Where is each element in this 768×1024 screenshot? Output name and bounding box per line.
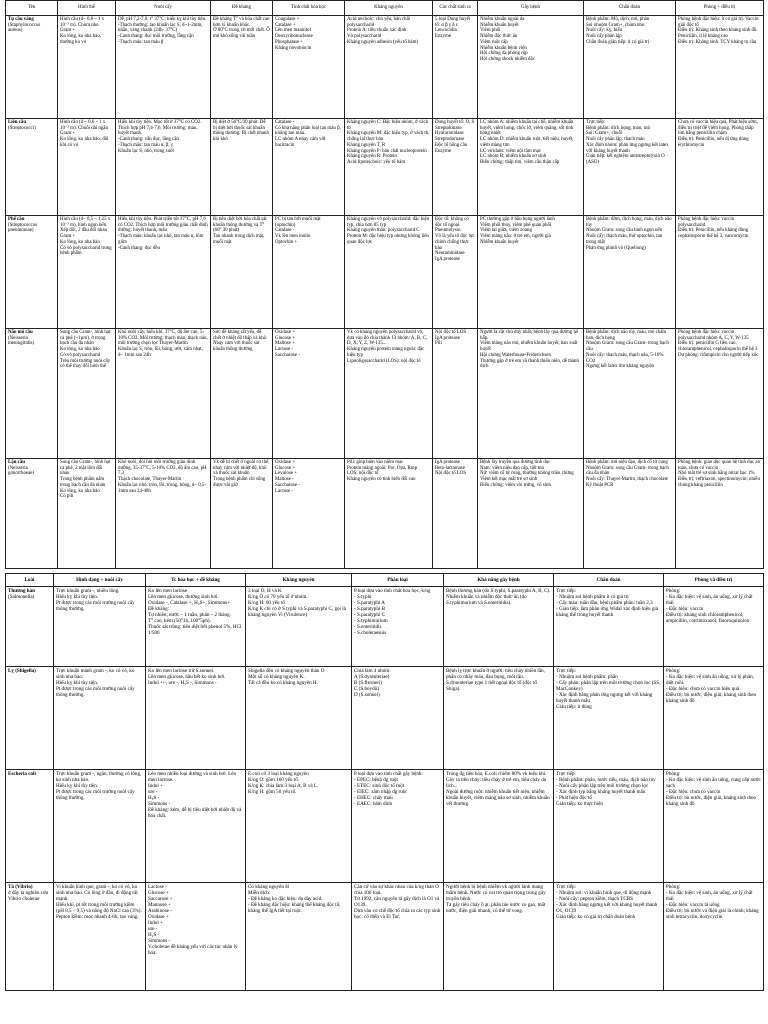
- table-gram-positive-cocci: [5, 0, 764, 569]
- table-row: [6, 459, 764, 569]
- table-cell: 3 loại O, H và K K/ng O có 70 yếu tố ở nhóm. K/ng H: 60 yếu tố K/ng K chỉ có ở S.typhi và S.paratyphi C, gọi là kháng nguyên Vi (Virulence): [246, 587, 352, 667]
- table-row: [6, 667, 764, 770]
- table-row: [6, 883, 764, 991]
- organism-name: Não mô cầu: [8, 330, 33, 335]
- table-cell: IgA protease Beta-lactamase Nội độc tố LOS: [433, 459, 478, 569]
- table-cell: Hình cầu (d~ 0,5 – 1,25 x 10⁻³ m), hình ngọn nến. Xếp đôi, 2 đầu đối nhau Gram + Ko lông, ko nha bào Có vỏ polysaccharid trong bệnh phẩm: [58, 216, 116, 329]
- table-cell: Người bệnh bị bệnh nhiễm vk người lành mang mầm bệnh. Nước có vai trò quan trọng trong gây truyền bệnh. Tả gây tiêu chảy ồ ạt, phân tóe nước vo gạo, mất nước, điện giải nhanh, có thể tử vong.: [444, 883, 554, 991]
- table-cell: Pili: giúp bám vào niêm mạc Protein màng ngoài: Por, Opa, Rmp LOS: nội độc tố Kháng nguyên có tính biến đổi cao: [345, 459, 433, 569]
- organism-name: Thương hàn: [8, 588, 35, 594]
- table-cell: Shigella đều có kháng nguyên thân O Một số có kháng nguyên K. Tất cả đều ko có kháng nguyên H.: [246, 667, 352, 770]
- table-cell: Nhiễm khuẩn ngoài da Nhiễm khuẩn huyết Viêm phổi Nhiễm độc thức ăn Viêm ruột cấp Nhiễm khuẩn bệnh viện Hội chứng da phỏng rộp Hội chứng shock nhiễm độc: [478, 16, 584, 119]
- row-name-cell: [6, 216, 58, 329]
- table-cell: Catalase - Có khả năng phân loại tan máu β, không tan máu. LC nhóm A nhạy cảm với bacitracin: [273, 119, 345, 216]
- organism-latin-name: (Streptococcus pneumoniae): [8, 222, 38, 234]
- table-cell: Bị diệt ở 56°C/30 phút. Dễ bị diệt bởi thuốc sát khuẩn thông thường. Bị chết nhanh khi khô: [211, 119, 273, 216]
- table-cell: Trực khuẩn gram -, nhiều lông. Hiếu kỵ khí tùy tiện. Pt được trong các môi trường nuôi cấy thông thường.: [54, 587, 146, 667]
- organism-latin-name: (Neisseria gonorrhoeae): [8, 465, 35, 477]
- table-cell: P.loại dựa vào tính chất gây bệnh: - EPEC: bệnh đg ruột - ETEC: sinh độc tố ruột - EIEC: xâm nhập đg ruột - EHEC: chảy máu - EAEC: bám dính: [352, 770, 444, 883]
- table-cell: Bệnh phẩm: mủ niệu đạo, dịch cổ tử cung Nhuộm Gram: song cầu Gram- trong bạch cầu đa nhân Nuôi cấy: Thayer-Martin, thạch chocolate Kỹ thuật PCR: [584, 459, 676, 569]
- row-name-cell: [6, 16, 58, 119]
- table2-header-cell: Phòng và điều trị: [664, 574, 764, 587]
- table-cell: 5 loại Dung huyết tố: α β γ δ ε Leucocidin Enzyme: [433, 16, 478, 119]
- table-cell: Vk dễ bị chết ở ngoài cơ thể, nhạy cảm với nhiệt độ, khô và thuốc sát khuẩn Trong bệnh phẩm chỉ sống được vài giờ: [211, 459, 273, 569]
- table-cell: Lactose - Glucose + Saccarose + Mannose + Arabinose - Oxidase + Indol + ure - H₂S - Simmons - V.cholerae đề kháng yếu với các tác nhân lý hóa.: [146, 883, 246, 991]
- table1-header-cell: Hình thể: [58, 1, 116, 16]
- organism-latin-name: ở đây ta nghiên cứu Vibrio cholerae: [8, 890, 49, 902]
- table-cell: Ko lên men lactose Lên men glucose, thường sinh hơi. Oxidase -, Catalase +, H₂S+, Simmons+ Đề kháng: Tự nhiên, nước – 1 tuần, phân – 2 tháng. T° cao, kém (50°1h, 100°5ph). Thuốc sát trùng: tiêu diệt bởi phenol 5%, HCl 1/500: [146, 587, 246, 667]
- table-cell: Trực tiếp: - Nhuộm soi bệnh phẩm: phân - Cấy phân: phân lập trên môi trường chọn lọc (SS, MacConkey) - Xác định bằng phản ứng ngưng kết với kháng huyết thanh mẫu Gián tiếp: ít dùng: [554, 667, 664, 770]
- table-cell: Nội độc tố LOS IgA protease Pili: [433, 329, 478, 459]
- table-cell: Lên men nhiều loại đường và sinh hơi. Lên men lactose. Indol + ure - H₂S - Simmons - Đề kháng: kém, dễ bị tiêu diệt bởi nhiệt độ và hóa chất.: [146, 770, 246, 883]
- table-cell: Có kháng nguyên H Miễn dịch: - Đề kháng ko đặc hiệu: dạ dày acid. - Đề kháng đặc hiệu: kháng thể kháng độc tố, kháng thể IgA tiết tại ruột.: [246, 883, 352, 991]
- row-name-cell: [6, 329, 58, 459]
- table-cell: Acid teichoic: chủ yếu, bản chất polysaccharid Protein A: tiểu chuẩn xác định Vỏ polysaccharid Kháng nguyên adhesin (yếu tố bám): [345, 16, 433, 119]
- table-cell: Khó nuôi, đòi hỏi môi trường giàu dinh dưỡng, 35-37°C, 5-10% CO2, độ ẩm cao, pH 7,3 Thạch chocolate, Thayer-Martin Khuẩn lạc nhỏ, tròn, lồi, trong, bóng, d~ 0,5-1mm sau 24-48h: [116, 459, 211, 569]
- table1-header-cell: Tên: [6, 1, 58, 16]
- table-row: [6, 16, 764, 119]
- organism-name: Lậu cầu: [8, 460, 25, 465]
- table-cell: Độc tố: không có độc tố ngoại. Pneumolysin Vỏ là yếu tố độc lực chính chống thực bào Neuraminidase IgA protease: [433, 216, 478, 329]
- table-cell: Kháng nguyên vỏ polysaccharid: đặc hiệu typ, chia hơn 85 typ Kháng nguyên thân: polysaccharid C Protein M: đặc hiệu typ nhưng không liên quan độc lực: [345, 216, 433, 329]
- row-name-cell: [6, 883, 54, 991]
- table-row: [6, 329, 764, 459]
- table-cell: Trực khuẩn gram -, ngắn, thường có lông, ko sinh nha bào. Hiếu kỵ khí tùy tiện. Pt được trong các môi trường nuôi cấy thông thường.: [54, 770, 146, 883]
- table2-header-cell: Hình dạng + nuôi cấy: [54, 574, 146, 587]
- table-cell: Oxidase + Glucose + Maltose + Lactose - Saccharose -: [273, 329, 345, 459]
- table-cell: Hình cầu (d~ 0,8 – 1 x 10⁻³ m). Chùm nho Gram + Ko lông, ko nha bào, thường ko vỏ: [58, 16, 116, 119]
- organism-name: Tụ cầu vàng: [8, 17, 34, 22]
- table-cell: Người là vật chủ duy nhất, bệnh lây qua đường hô hấp. Viêm màng não mủ, nhiễm khuẩn huyết, ban xuất huyết Hội chứng Waterhouse-Friderichsen Thường gặp ở trẻ em và thanh thiếu niên, dễ thành dịch: [478, 329, 584, 459]
- organism-latin-name: (Salmonella): [8, 594, 35, 600]
- table1-header-cell: Tính chất hóa học: [273, 1, 345, 16]
- organism-name: Phế cầu: [8, 217, 25, 222]
- table1-body: [6, 16, 764, 569]
- organism-name: Escheria coli: [8, 771, 36, 777]
- table1-header-cell: Gây bệnh: [478, 1, 584, 16]
- table2-header-cell: Khả năng gây bệnh: [444, 574, 554, 587]
- table-cell: Song cầu Gram-, hình hạt cà phê (~1µm), ở trong bạch cầu đa nhân Ko lông, ko nha bào Có vỏ polysaccharid Trên môi trường nuôi cấy có thể thay đổi hình thể: [58, 329, 116, 459]
- row-name-cell: [6, 770, 54, 883]
- table-cell: Ko lên men lactose trừ S.sonnei. Lên men glucose, hầu hết ko sinh hơi. Indol +/-, ure -, H₂S -, Simmons -: [146, 667, 246, 770]
- table1-header-cell: Nuôi cấy: [116, 1, 211, 16]
- table-cell: Hiếu khí tùy tiện. Mọc tốt ở 37°C có CO2. Thích hợp pH 7,4-7,6. Môi trường: máu, huyết thanh. -Canh thang: vẩn đục, lắng cặn -Thạch máu: tan máu α, β, γ Khuẩn lạc S, nhỏ, trong suốt: [116, 119, 211, 216]
- row-name-cell: [6, 667, 54, 770]
- table-cell: Kháng nguyên C: Đặc hiệu nhóm, ở vách tb Kháng nguyên M: đặc hiệu typ, ở vách tb, chống lại thực bào Kháng nguyên T, R Kháng nguyên P: bản chất nucleoprotein Kháng nguyên R: Protein Acid lipoteichoic: yếu tố bám: [345, 119, 433, 216]
- table-cell: PC thường gặp ở hầu họng người lành Viêm phổi thùy, viêm phế quản phổi Viêm tai giữa, viêm xoang Viêm màng não: ở trẻ em, người già Nhiễm khuẩn huyết: [478, 216, 584, 329]
- row-name-cell: [6, 587, 54, 667]
- organism-name: Lỵ (Shigella): [8, 668, 36, 674]
- table-cell: Khó nuôi cấy, hiếu khí, 37°C, độ ẩm cao, 5-10% CO2. Môi trường: thạch máu, thạch nâu, môi trường chọn lọc Thayer-Martin Khuẩn lạc S, tròn, lồi, bóng, ướt, xám nhạt, d~ 1mm sau 24h: [116, 329, 211, 459]
- table-cell: Chưa có vaccin hiệu quả. Phát hiện sớm, điều trị triệt để viêm họng. Phòng thấp tim bằng penicillin chậm Điều trị: Penicillin, nếu dị ứng dùng erythromycin: [676, 119, 764, 216]
- table-cell: Bệnh phẩm: Mủ, dịch, mủ, phân Soi nhuộm Gram+, chùm nho. Nuôi cấy: kỵ, hiếu Nuôi cấy phân lập Chẩn đoán gián tiếp: ít có giá trị: [584, 16, 676, 119]
- table-cell: Trong đg tiêu hóa, E.coli chiếm 80% vk hiếu khí. Gây ra tiêu chảy: tiêu chảy ở trẻ em, tiêu chảy du lịch... Ngoài đường ruột: nhiễm khuẩn tiết niệu, nhiễm khuẩn huyết, viêm màng não sơ sinh, nhiễm khuẩn vết thương.: [444, 770, 554, 883]
- table-cell: Song cầu Gram-, hình hạt cà phê, 2 mặt lõm đối nhau Trong bệnh phẩm nằm trong bạch cầu đa nhân Ko lông, ko nha bào Có pili: [58, 459, 116, 569]
- table-cell: Trực tiếp: - Nhuộm soi: vi khuẩn hình que, di động mạnh - Nuôi cấy: pepton kiềm, thạch TCBS - Xác định bằng ngưng kết với kháng huyết thanh O1, O139 Gián tiếp: ko có giá trị chẩn đoán bệnh: [554, 883, 664, 991]
- table-cell: Phòng: - Ko đặc hiệu: vệ sinh ăn uống, cung cấp nước sạch - Đặc hiệu: chưa có vaccin Điều trị: bù nước, điện giải, kháng sinh theo kháng sinh đồ: [664, 770, 764, 883]
- table-cell: Bệnh lỵ trực khuẩn ở người: tiêu chảy nhiều lần, phân có nhầy máu, đau bụng, mót rặn. S.dysenteriae type 1 tiết ngoại độc tố (độc tố Shiga).: [444, 667, 554, 770]
- table-row: [6, 119, 764, 216]
- table-cell: Coagulase + Catalase + Lên men mannitol Deoxyribonuclease Phosphatase + Kháng novobiocin: [273, 16, 345, 119]
- table2-header-cell: Loài: [6, 574, 54, 587]
- table-cell: Phòng: - Ko đặc hiệu: vệ sinh, ăn uống, xử lý chất thải - Đặc hiệu: vaccin tả uống Điều trị: bù nước và điện giải là chính; kháng sinh tetracyclin, doxycyclin: [664, 883, 764, 991]
- table1-header-cell: Phòng + điều trị: [676, 1, 764, 16]
- table-cell: Bị tiêu diệt bởi hóa chất sát khuẩn thông thường và T° (60° 30 phút) Tan nhanh trong dịch mật, muối mật: [211, 216, 273, 329]
- table-cell: Phòng bệnh: giáo dục quan hệ tình dục an toàn, chưa có vaccin Nhỏ mắt trẻ sơ sinh bằng nitrat bạc 1% Điều trị: ceftriaxon, spectinomycin; nhiều chủng kháng penicillin: [676, 459, 764, 569]
- table-cell: Hiếu khí tùy tiện. Phát triển tốt 37°C, pH 7,6 có CO2. Thích hợp môi trường giàu chất dinh dưỡng: huyết thanh, máu -Thạch máu: khuẩn lạc nhỏ, tan máu α, lõm giữa -Canh thang: đục đều: [116, 216, 211, 329]
- table1-header-cell: Kháng nguyên: [345, 1, 433, 16]
- table-cell: E.coli có 3 loại kháng nguyên K/ng O: gồm 160 yếu tố. K/ng K: chia làm 3 loại A, B và L. K/ng H: gồm 50 yếu tố.: [246, 770, 352, 883]
- organism-name: Tả (Vibrio): [8, 884, 33, 890]
- table-cell: Oxidase + Glucose + Levulose + Maltose - Saccharose - Lactose -: [273, 459, 345, 569]
- table2-header-cell: Kháng nguyên: [246, 574, 352, 587]
- table2-header-row: [6, 574, 764, 587]
- table-cell: PC bị tan bởi muối mật (optochin) Catalase - Vk lên men inulin Optochin +: [273, 216, 345, 329]
- organism-name: Liên cầu: [8, 120, 27, 125]
- table-cell: Dễ, pH 7,2-7,6; t° 37°C; hiếu kỵ khí tùy tiện. -Thạch thường: tạo khuẩn lạc S, d~1-2mm, nhẵn, vàng chanh (24h- 37°C) -Canh thang: đục môi trường, lắng cặn -Thạch máu: tan máu β: [116, 16, 211, 119]
- organism-latin-name: (Streptococci): [8, 125, 36, 131]
- table-cell: Phòng: - Ko đặc hiệu: vệ sinh ăn uống, xử lý phân, diệt ruồi. - Đặc hiệu: chưa có vaccin hiệu quả Điều trị: bù nước, điện giải; kháng sinh theo kháng sinh đồ: [664, 667, 764, 770]
- table-cell: Căn cứ vào sự khác nhau của k/ng thân O chia 100 loại. Từ 1992, căn nguyên tả gây dịch là O1 và O139. Dựa vào cơ chế độc tố chia ra các typ sinh học: cổ điển và El Tor.: [352, 883, 444, 991]
- table2-header-cell: Tc hóa học + đề kháng: [146, 574, 246, 587]
- table1-header-cell: Các chất sinh ra: [433, 1, 478, 16]
- table-cell: Phòng bệnh đặc hiệu: vaccin polysaccharid. Điều trị: Penicillin, nếu kháng dùng cephalosporin thế hệ 3, vancomycin: [676, 216, 764, 329]
- table-cell: Bệnh thương hàn (do S.typhi, S.paratyphi A, B, C). Nhiễm khuẩn và nhiễm độc thức ăn (do S.typhimurium và S.enteritidis).: [444, 587, 554, 667]
- table-cell: Phòng bệnh đặc hiệu: ít có giá trị. Vaccin giải độc tố Điều trị: Kháng sinh theo kháng sinh đồ. Penicillin, tỉ lệ kháng cao Điều trị: Kháng sinh. TCY kháng tụ cầu: [676, 16, 764, 119]
- table-cell: Phòng: - Ko đặc hiệu: vệ sinh, ăn uống, xử lý chất thải - Đặc hiệu: vaccin Điều trị: kháng sinh chloramphenicol, ampicillin, cotrimoxazol, fluoroquinolon: [664, 587, 764, 667]
- table-row: [6, 216, 764, 329]
- organism-latin-name: (Neisseria meningitidis): [8, 335, 35, 347]
- table-cell: Bệnh phẩm: đờm, dịch họng, máu, dịch não tủy Nhuộm Gram: song cầu hình ngọn nến Nuôi cấy: thạch máu, thử optochin, tan trong mật Phản ứng phình vỏ (Quellung): [584, 216, 676, 329]
- table-cell: Bệnh phẩm: dịch não tủy, máu, mủ chấm ban, dịch họng Nhuộm Gram: song cầu Gram- trong bạch cầu Nuôi cấy: thạch máu, thạch nâu, 5-10% CO2 Ngưng kết latex tìm kháng nguyên: [584, 329, 676, 459]
- table2-body: [6, 587, 764, 991]
- table-cell: Đề kháng T° và hóa chất cao hơn vi khuẩn khác. Ở 80°C trong 1h mới chết. Ổ mủ khô sống vài tuần: [211, 16, 273, 119]
- table1-header-cell: Chẩn đoán: [584, 1, 676, 16]
- row-name-cell: [6, 119, 58, 216]
- table1-header-row: [6, 1, 764, 16]
- table-row: [6, 770, 764, 883]
- table-cell: Vk có kháng nguyên polysaccharid vỏ, dựa vào đó chia thành 13 nhóm: A, B, C, D, X, Y, Z, W-135... Kháng nguyên protein màng ngoài: đặc hiệu typ Lipooligosaccharid (LOS): nội độc tố: [345, 329, 433, 459]
- table-cell: Bệnh lây truyền qua đường tình dục Nam: viêm niệu đạo cấp, tiết mủ Nữ: viêm cổ tử cung, thường không triệu chứng Viêm kết mạc mắt trẻ sơ sinh Biến chứng: viêm vòi trứng, vô sinh: [478, 459, 584, 569]
- table-row: [6, 587, 764, 667]
- table-cell: Trực khuẩn mảnh gram -, ko có vỏ, ko sinh nha bào. Hiếu kỵ khí tùy tiện. Pt được trong các môi trường nuôi cấy thông thường.: [54, 667, 146, 770]
- table-cell: Phòng bệnh đặc hiệu: vaccin polysaccharid nhóm A, C, Y, W-135 Điều trị: penicillin G liều cao, chloramphenicol, cephalosporin thế hệ 3 Dự phòng: rifampicin cho người tiếp xúc: [676, 329, 764, 459]
- table-gram-negative-bacilli: [5, 573, 764, 991]
- table-cell: Sức đề kháng rất yếu, dễ chết ở nhiệt độ thấp và khô. Nhạy cảm với thuốc sát khuẩn thông thường: [211, 329, 273, 459]
- table-cell: LC nhóm A: nhiễm khuẩn tại chỗ, nhiễm khuẩn huyết, viêm họng, chốc lở, viêm quầng, sốt tinh hồng nhiệt LC nhóm D: nhiễm khuẩn ruột, tiết niệu, huyết, viêm màng tim LC viridans: viêm nội tâm mạc LC nhóm B: nhiễm khuẩn sơ sinh Biến chứng: thấp tim, viêm cầu thận cấp: [478, 119, 584, 216]
- table-cell: Chia làm 4 nhóm: A (S.dysenteriae) B (S.flexneri) C (S.boydii) D (S.sonnei): [352, 667, 444, 770]
- table1-header-cell: Đề kháng: [211, 1, 273, 16]
- table-cell: Hình cầu (d ~ 0,6 – 1 x 10⁻³ m). Chuỗi dài ngắn Gram + Ko lông, ko nha bào, đôi khi có vỏ: [58, 119, 116, 216]
- table-cell: Vi khuẩn hình que, gram -, ko có vỏ, ko sinh nha bào. Có lông ở đầu, di động rất mạnh. Hiếu khí, pt tốt trong môi trường kiềm (pH 8,5 – 9,5) và nồng độ NaCl cao (3%). Pepton kiềm: mọc nhanh 4-6h, tạo váng.: [54, 883, 146, 991]
- table-cell: P.loại dựa vào tính chất hóa học, k/ng - S.typhi - S.paratyphi A - S.paratyphi B - S.paratyphi C - S.typhimurium - S.enteritidis - S.choleraesuis: [352, 587, 444, 667]
- table-cell: Trực tiếp: - Nhuộm soi bệnh phẩm ít có giá trị - Cấy máu: tuần đầu, bệnh phẩm phân: tuần 2,3 - Gián tiếp: làm phản ứng Widal xác định hiệu giá kháng thể trong huyết thanh: [554, 587, 664, 667]
- organism-latin-name: (Staphylococcus aureus): [8, 22, 41, 34]
- table-cell: Dung huyết tố: O, S Streptokinase Hyaluronidase Streptodornase Độc tố hồng cầu Enzyme: [433, 119, 478, 216]
- table-cell: Trực tiếp: Bệnh phẩm: dịch họng, máu, mủ Soi: Gram+, chuỗi Nuôi cấy phân lập: thạch máu Xác định nhóm: phản ứng ngưng kết latex với kháng huyết thanh Gián tiếp: kết nghiệm antistreptolysin O (ASO): [584, 119, 676, 216]
- table-cell: Trực tiếp: - Bệnh phẩm: phân, nước tiểu, máu, dịch não tủy - Nuôi cấy phân lập trên môi trường chọn lọc - Xác định typ bằng kháng huyết thanh mẫu - Phát hiện độc tố Gián tiếp: ko thực hiện: [554, 770, 664, 883]
- table2-header-cell: Chẩn đoán: [554, 574, 664, 587]
- table2-header-cell: Phân loại: [352, 574, 444, 587]
- row-name-cell: [6, 459, 58, 569]
